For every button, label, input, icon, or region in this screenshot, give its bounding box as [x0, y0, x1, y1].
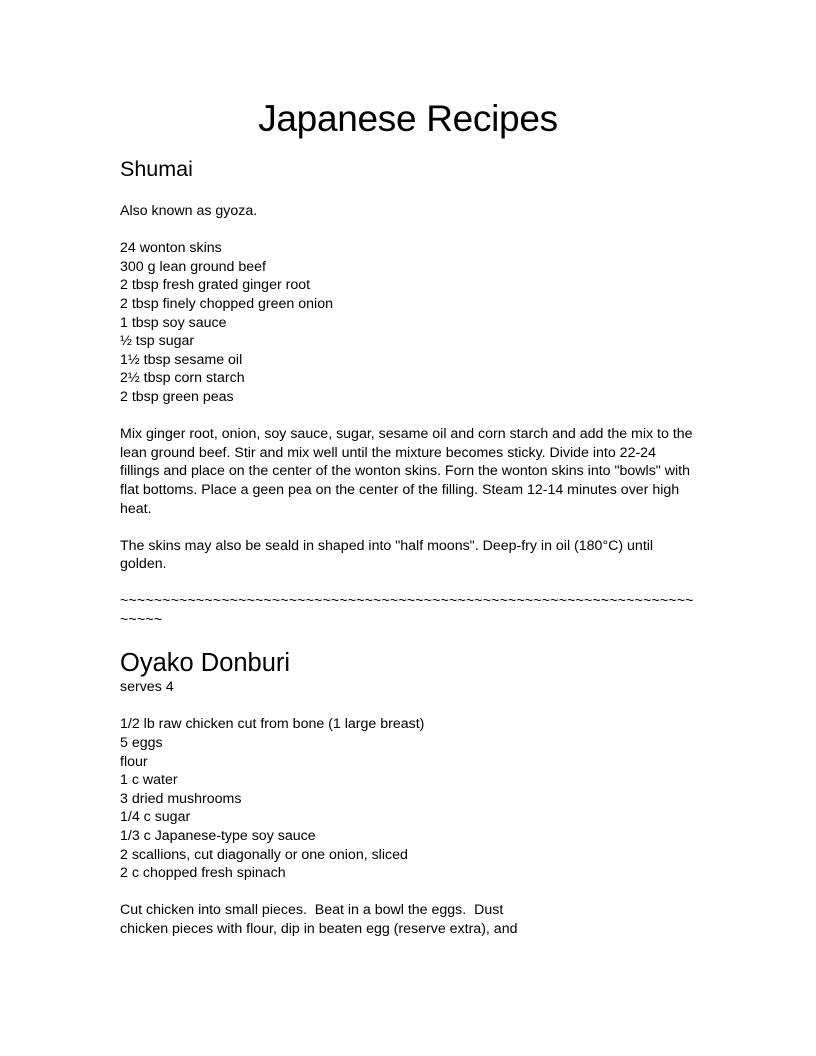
directions-paragraph: The skins may also be seald in shaped into "half moons". Deep-fry in oil (180°C) until golden.	[120, 537, 654, 573]
directions-paragraph: Mix ginger root, onion, soy sauce, sugar, sesame oil and corn starch and add the mix to the lean ground beef. Stir and mix well until the mixture becomes sticky. Divide into 22-24 fillings and place on the center of the wonton skins. Forn the wonton skins into "bowls" with flat bottoms. Place a geen pea on the center of the filling. Steam 12-14 minutes over high heat.	[120, 426, 693, 517]
recipe-oyako-donburi	[120, 648, 696, 938]
ingredient-item: 1 tbsp soy sauce	[120, 314, 227, 331]
ingredient-list	[120, 715, 696, 882]
ingredient-item: 2½ tbsp corn starch	[120, 370, 245, 387]
ingredient-item: 2 tbsp fresh grated ginger root	[120, 277, 311, 294]
ingredient-item: 24 wonton skins	[120, 240, 222, 257]
recipe-title: Shumai	[120, 157, 193, 181]
ingredient-item: flour	[120, 753, 148, 770]
ingredient-item: 1/2 lb raw chicken cut from bone (1 large breast)	[120, 716, 425, 733]
recipe-note: Also known as gyoza.	[120, 203, 258, 219]
recipe-shumai	[120, 156, 696, 648]
ingredient-item: 1/3 c Japanese-type soy sauce	[120, 828, 316, 844]
separator-line: ~~~~~~~~~~~~~~~~~~~~~~~~~~~~~~~~~~~~~~~~~~~~~~~~~~~~~~~~~~~~~~~~~~~~~~~~~	[120, 593, 694, 629]
recipe-serves: serves 4	[120, 679, 174, 696]
ingredient-item: 2 c chopped fresh spinach	[120, 865, 286, 882]
ingredient-item: 1/4 c sugar	[120, 809, 191, 826]
ingredient-item: 1 c water	[120, 772, 178, 789]
ingredient-item: 300 g lean ground beef	[120, 258, 266, 275]
directions-line: chicken pieces with flour, dip in beaten egg (reserve extra), and	[120, 920, 518, 937]
ingredient-item: 1½ tbsp sesame oil	[120, 351, 243, 368]
recipe-title: Oyako Donburi	[120, 649, 291, 678]
ingredient-item: 3 dried mushrooms	[120, 790, 242, 807]
ingredient-item: ½ tsp sugar	[120, 333, 195, 350]
ingredient-item: 2 tbsp finely chopped green onion	[120, 295, 333, 312]
document-title: Japanese Recipes	[258, 98, 558, 139]
document-body	[120, 96, 696, 939]
ingredient-item: 5 eggs	[120, 735, 163, 752]
directions-line: Cut chicken into small pieces. Beat in a bowl the eggs. Dust	[120, 902, 504, 919]
ingredient-list	[120, 239, 696, 406]
ingredient-item: 2 tbsp green peas	[120, 388, 234, 405]
ingredient-item: 2 scallions, cut diagonally or one onion, sliced	[120, 846, 408, 863]
